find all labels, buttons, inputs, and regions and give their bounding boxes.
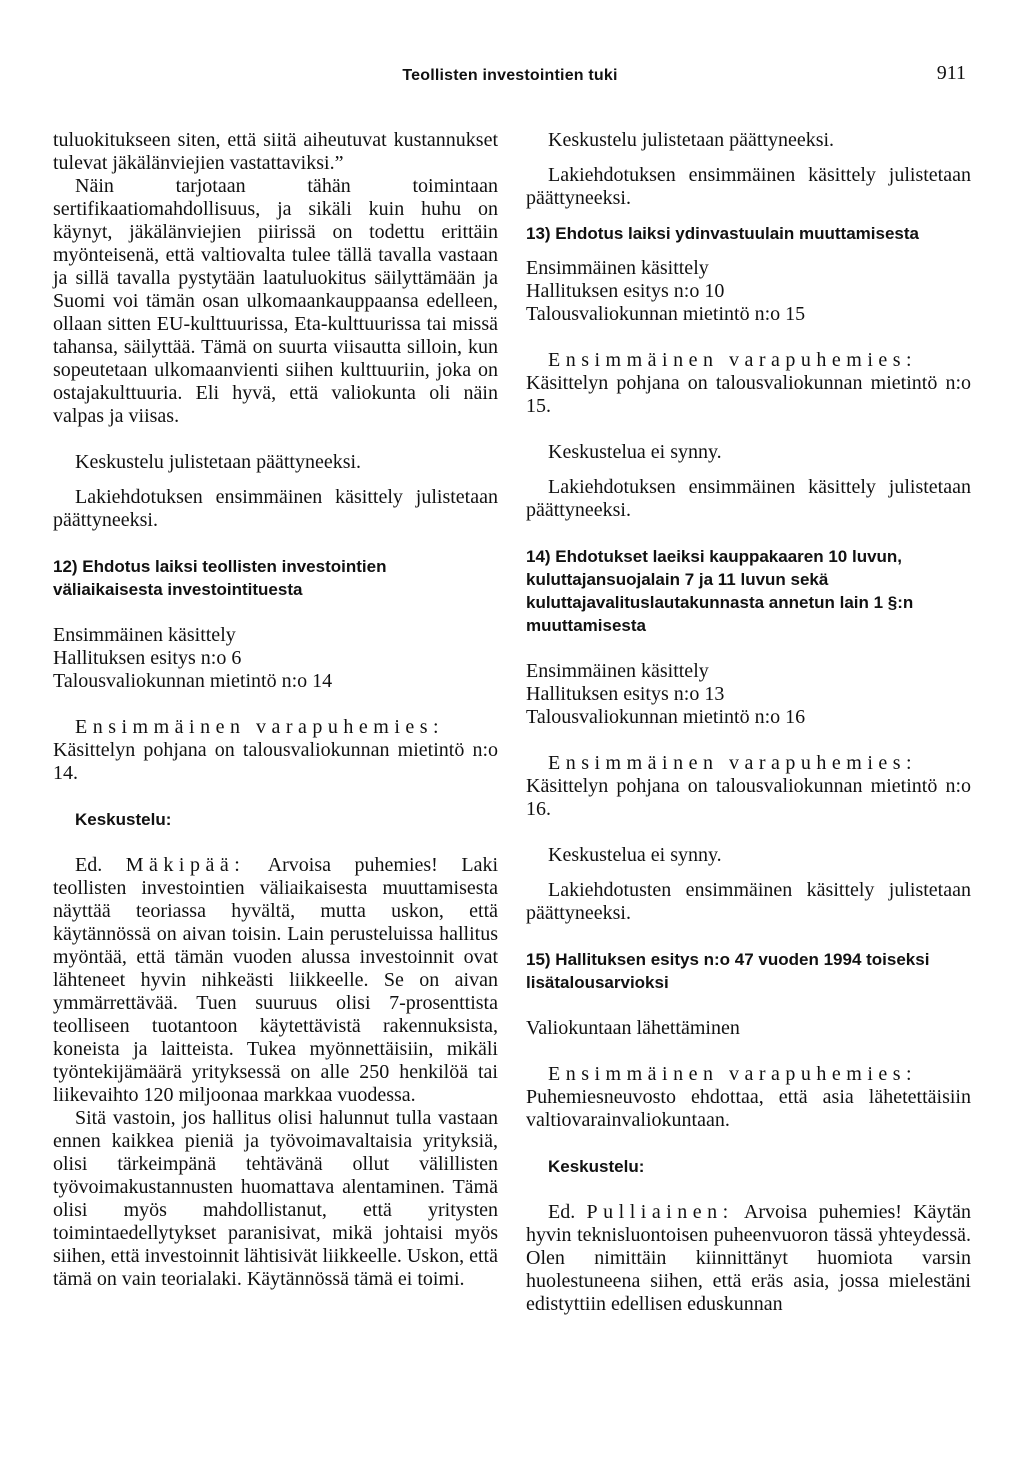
section-heading-13: 13) Ehdotus laiksi ydinvastuulain muuttamisesta (526, 224, 919, 243)
discussion-heading: Keskustelu: (548, 1157, 645, 1176)
list-item: Hallituksen esitys n:o 6 (53, 647, 242, 669)
paragraph: Käsittelyn pohjana on talousvaliokunnan mietintö n:o 15. (526, 372, 971, 417)
list-item: Ensimmäinen käsittely (53, 624, 236, 646)
section-heading-14: 14) Ehdotukset laeiksi kauppakaaren 10 luvun, kuluttajansuojalain 7 ja 11 luvun sekä kuluttajavalituslautakunnasta annetun lain 1 §:n muuttamisesta (526, 547, 914, 635)
speaker-name: Ensimmäinen varapuhemies: (75, 716, 445, 738)
section-heading-15: 15) Hallituksen esitys n:o 47 vuoden 1994 toiseksi lisätalousarvioksi (526, 950, 930, 992)
paragraph: Lakiehdotusten ensimmäinen käsittely julistetaan päättyneeksi. (526, 879, 971, 924)
running-header-title: Teollisten investointien tuki (402, 67, 618, 84)
paragraph: Näin tarjotaan tähän toimintaan sertifikaatiomahdollisuus, ja sikäli kuin huhu on käynyt, jäkälänviejien piirissä on todettu erittäin myönteisenä, että valtiovalta tulee tällä tavalla vastaan ja sillä tavalla pystytään laatuluokitus säilyttämään ja Suomi voi tämän osan ulkomaankauppaansa edelleen, ollaan sitten EU-kulttuurissa, Eta-kulttuurissa tai missä tahansa, säilyttää. Tämä on suurta viisautta silloin, kun sopeutetaan ulkomaanvienti siihen kulttuuriin, joka on ostajakulttuuria. Eli hyvä, että valiokunta oli näin valpas ja viisas. (53, 175, 498, 427)
section-heading-12: 12) Ehdotus laiksi teollisten investointien väliaikaisesta investointituesta (53, 557, 387, 599)
paragraph: Lakiehdotuksen ensimmäinen käsittely julistetaan päättyneeksi. (526, 476, 971, 521)
speech-paragraph (526, 1201, 971, 1316)
speaker-name: Ensimmäinen varapuhemies: (548, 349, 918, 371)
list-item: Talousvaliokunnan mietintö n:o 15 (526, 303, 806, 325)
list-item: Hallituksen esitys n:o 13 (526, 683, 725, 705)
left-column (53, 129, 498, 1291)
list-item: Ensimmäinen käsittely (526, 660, 709, 682)
speaker-paragraph (526, 752, 971, 775)
paragraph: Keskustelua ei synny. (548, 441, 722, 463)
list-item: Valiokuntaan lähettäminen (526, 1017, 740, 1039)
list-item: Talousvaliokunnan mietintö n:o 16 (526, 706, 806, 728)
list-item: Ensimmäinen käsittely (526, 257, 709, 279)
discussion-heading: Keskustelu: (75, 810, 172, 829)
right-column (526, 129, 971, 1316)
speaker-paragraph (526, 349, 971, 372)
speaker-name: Mäkipää: (125, 854, 246, 876)
paragraph: Sitä vastoin, jos hallitus olisi halunnut tulla vastaan ennen kaikkea pieniä ja työvoimavaltaisia yrityksiä, olisi tärkeimpänä tehtävänä ollut välillisten työvoimakustannusten huomattava alentaminen. Tämä olisi myös mahdollistanut, että yritysten toimintaedellytykset paranisivat, mikä johtaisi myös siihen, että investoinnit lähtisivät liikkeelle. Uskon, että tämä on vain teorialaki. Käytännössä tämä ei toimi. (53, 1107, 498, 1290)
paragraph: Keskustelua ei synny. (548, 844, 722, 866)
paragraph: Puhemiesneuvosto ehdottaa, että asia lähetettäisiin valtiovarainvaliokuntaan. (526, 1086, 971, 1131)
paragraph: tuluokitukseen siten, että siitä aiheutuvat kustannukset tulevat jäkälänviejien vastattaviksi.” (53, 129, 498, 174)
list-item: Hallituksen esitys n:o 10 (526, 280, 725, 302)
list-item: Talousvaliokunnan mietintö n:o 14 (53, 670, 333, 692)
paragraph: Keskustelu julistetaan päättyneeksi. (75, 451, 362, 473)
paragraph: Lakiehdotuksen ensimmäinen käsittely julistetaan päättyneeksi. (53, 486, 498, 531)
speaker-paragraph (526, 1063, 971, 1086)
paragraph: Käsittelyn pohjana on talousvaliokunnan mietintö n:o 14. (53, 739, 498, 784)
page-number: 911 (936, 62, 966, 84)
speech-text: Arvoisa puhemies! Laki teollisten investointien väliaikaisesta muuttamisesta näyttää teoriassa hyvältä, mutta uskon, että käytännössä on aivan toisin. Lain perusteluissa hallitus myöntää, että tämän vuoden alussa investoinnit ovat lähteneet hyvin nihkeästi liikkeelle. Se on aivan ymmärrettävää. Tuen suuruus olisi 7-prosenttista teolliseen tuotantoon käytettävistä rakennuksista, koneista ja laitteista. Tukea myönnettäisiin, mikäli työntekijämäärä yrityksessä on alle 250 henkilöä tai liikevaihto 120 miljoonaa markkaa vuodessa. (53, 854, 498, 1106)
speaker-name: Ensimmäinen varapuhemies: (548, 752, 918, 774)
speech-paragraph (53, 854, 498, 1107)
speaker-prefix: Ed. (548, 1201, 576, 1223)
speaker-prefix: Ed. (75, 854, 103, 876)
speaker-name: Pulliainen: (586, 1201, 734, 1223)
speech-text: Arvoisa puhemies! Käytän hyvin teknisluontoisen puheenvuoron tässä yhteydessä. Olen nimittäin kiinnittänyt huomiota varsin huolestuneena siihen, että eräs asia, jossa mielestäni edistyttiin edellisen eduskunnan (526, 1201, 971, 1315)
speaker-name: Ensimmäinen varapuhemies: (548, 1063, 918, 1085)
paragraph: Keskustelu julistetaan päättyneeksi. (548, 129, 835, 151)
paragraph: Lakiehdotuksen ensimmäinen käsittely julistetaan päättyneeksi. (526, 164, 971, 209)
speaker-paragraph (53, 716, 498, 739)
paragraph: Käsittelyn pohjana on talousvaliokunnan mietintö n:o 16. (526, 775, 971, 820)
